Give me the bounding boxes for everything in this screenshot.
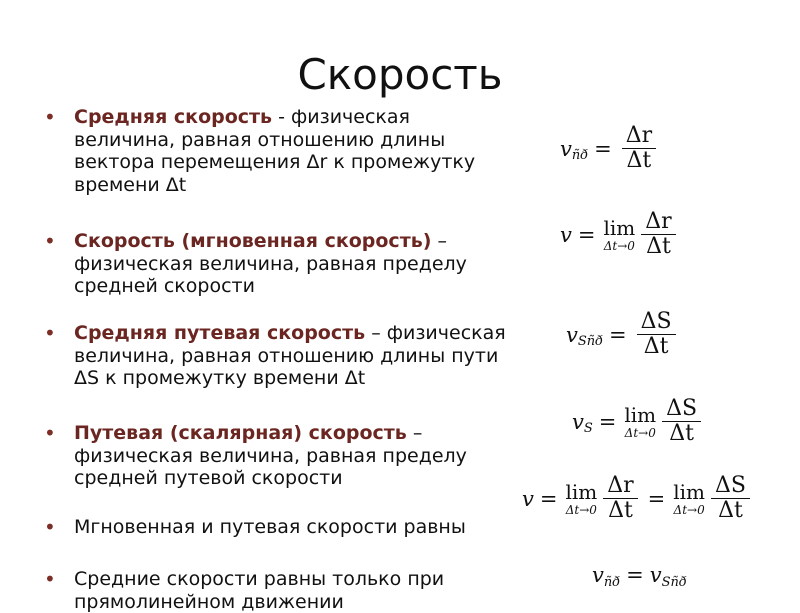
- formula-instant-velocity: v = lim Δt→0 $\frac{\Delta r}{\Delta t}$: [560, 210, 680, 259]
- term-average-path-speed: Средняя путевая скорость: [74, 322, 366, 344]
- formula-average-path-speed: v Sñð = $\frac{\Delta S}{\Delta t}$: [566, 310, 680, 359]
- term-path-speed: Путевая (скалярная) скорость: [74, 422, 407, 444]
- formula-average-velocity: v ñð = $\frac{\Delta r}{\Delta t}$: [560, 124, 660, 173]
- limit: lim Δt→0: [565, 479, 598, 517]
- bullet-marker: •: [44, 515, 56, 539]
- fraction: $\frac{\Delta S}{\Delta t}$: [637, 310, 676, 359]
- list-item: [44, 567, 514, 613]
- definition-text: – физическая величина, равная пределу средней скорости: [74, 230, 467, 297]
- fraction: $\frac{\Delta r}{\Delta t}$: [641, 210, 675, 259]
- limit: lim Δt→0: [624, 402, 657, 440]
- definition-text: - физическая величина, равная отношению длины вектора перемещения Δr к промежутку времени Δt: [74, 106, 476, 196]
- list-item: [44, 321, 514, 390]
- formula-path-speed: v S = lim Δt→0 $\frac{\Delta S}{\Delta t}$: [572, 397, 705, 446]
- bullet-marker: •: [44, 567, 56, 591]
- bullet-marker: •: [44, 105, 56, 129]
- bullet-marker: •: [44, 229, 56, 253]
- definition-text: – физическая величина, равная отношению длины пути ΔS к промежутку времени Δt: [74, 322, 506, 389]
- term-instant-velocity: Скорость (мгновенная скорость): [74, 230, 432, 252]
- list-item: [44, 105, 514, 196]
- statement-text: Мгновенная и путевая скорости равны: [74, 516, 466, 538]
- formula-average-equal: v ñð = v Sñð: [592, 563, 687, 590]
- fraction: $\frac{\Delta S}{\Delta t}$: [711, 474, 750, 523]
- slide-title: Скорость: [297, 50, 503, 99]
- bullet-marker: •: [44, 421, 56, 445]
- definition-text: – физическая величина, равная пределу средней путевой скорости: [74, 422, 467, 489]
- bullet-marker: •: [44, 321, 56, 345]
- statement-text: Средние скорости равны только при прямолинейном движении: [74, 568, 445, 613]
- term-average-velocity: Средняя скорость: [74, 106, 273, 128]
- fraction: $\frac{\Delta r}{\Delta t}$: [603, 474, 637, 523]
- limit: lim Δt→0: [603, 215, 636, 253]
- list-item: [44, 515, 514, 539]
- list-item: [44, 421, 514, 490]
- fraction: $\frac{\Delta r}{\Delta t}$: [622, 124, 656, 173]
- formula-equal-speeds: v = lim Δt→0 $\frac{\Delta r}{\Delta t}$ = lim Δt→0 $\frac{\Delta S}{\Delta t}$: [522, 474, 754, 523]
- fraction: $\frac{\Delta S}{\Delta t}$: [662, 397, 701, 446]
- limit: lim Δt→0: [673, 479, 706, 517]
- list-item: [44, 229, 514, 298]
